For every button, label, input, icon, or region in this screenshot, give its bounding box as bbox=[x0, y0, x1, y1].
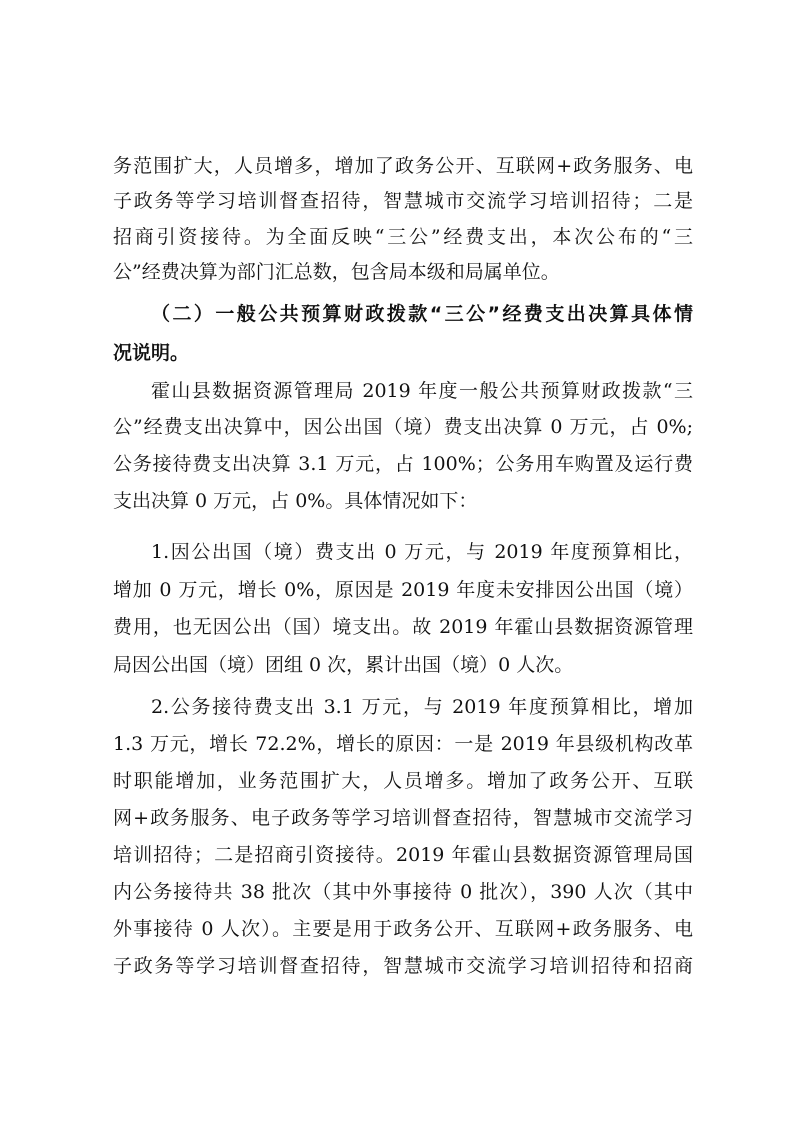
section-heading: （二）一般公共预算财政拨款“三公”经费支出决算具体情 bbox=[151, 303, 693, 325]
paragraph-line: 公”经费支出决算中，因公出国（境）费支出决算 0 万元，占 0%; bbox=[113, 416, 693, 438]
section-heading: 况说明。 bbox=[113, 342, 190, 364]
paragraph-line: 子政务等学习培训督查招待，智慧城市交流学习培训招待和招商 bbox=[113, 955, 693, 977]
paragraph-line: 局因公出国（境）团组 0 次，累计出国（境）0 人次。 bbox=[113, 654, 574, 676]
paragraph-line: 2.公务接待费支出 3.1 万元，与 2019 年度预算相比，增加 bbox=[151, 696, 693, 718]
paragraph-line: 公”经费决算为部门汇总数，包含局本级和局属单位。 bbox=[113, 261, 560, 283]
paragraph-line: 费用，也无因公出（国）境支出。故 2019 年霍山县数据资源管理 bbox=[113, 616, 693, 638]
paragraph-line: 时职能增加，业务范围扩大，人员增多。增加了政务公开、互联 bbox=[113, 770, 693, 792]
paragraph-line: 招商引资接待。为全面反映“三公”经费支出，本次公布的“三 bbox=[113, 226, 693, 248]
paragraph-line: 网+政务服务、电子政务等学习培训督查招待，智慧城市交流学习 bbox=[113, 807, 693, 829]
paragraph-line: 1.3 万元，增长 72.2%，增长的原因：一是 2019 年县级机构改革 bbox=[113, 733, 693, 755]
paragraph-line: 外事接待 0 人次）。主要是用于政务公开、互联网+政务服务、电 bbox=[113, 918, 693, 940]
paragraph-line: 霍山县数据资源管理局 2019 年度一般公共预算财政拨款“三 bbox=[151, 380, 693, 402]
paragraph-line: 务范围扩大，人员增多，增加了政务公开、互联网+政务服务、电 bbox=[113, 155, 693, 177]
paragraph-line: 公务接待费支出决算 3.1 万元，占 100%；公务用车购置及运行费 bbox=[113, 453, 693, 475]
paragraph-line: 培训招待；二是招商引资接待。2019 年霍山县数据资源管理局国 bbox=[113, 844, 693, 866]
paragraph-line: 增加 0 万元，增长 0%，原因是 2019 年度未安排因公出国（境） bbox=[113, 579, 693, 601]
paragraph-line: 支出决算 0 万元，占 0%。具体情况如下： bbox=[113, 490, 478, 512]
paragraph-line: 子政务等学习培训督查招待，智慧城市交流学习培训招待；二是 bbox=[113, 190, 693, 212]
paragraph-line: 1.因公出国（境）费支出 0 万元，与 2019 年度预算相比， bbox=[151, 541, 693, 563]
paragraph-line: 内公务接待共 38 批次（其中外事接待 0 批次），390 人次（其中 bbox=[113, 881, 693, 903]
